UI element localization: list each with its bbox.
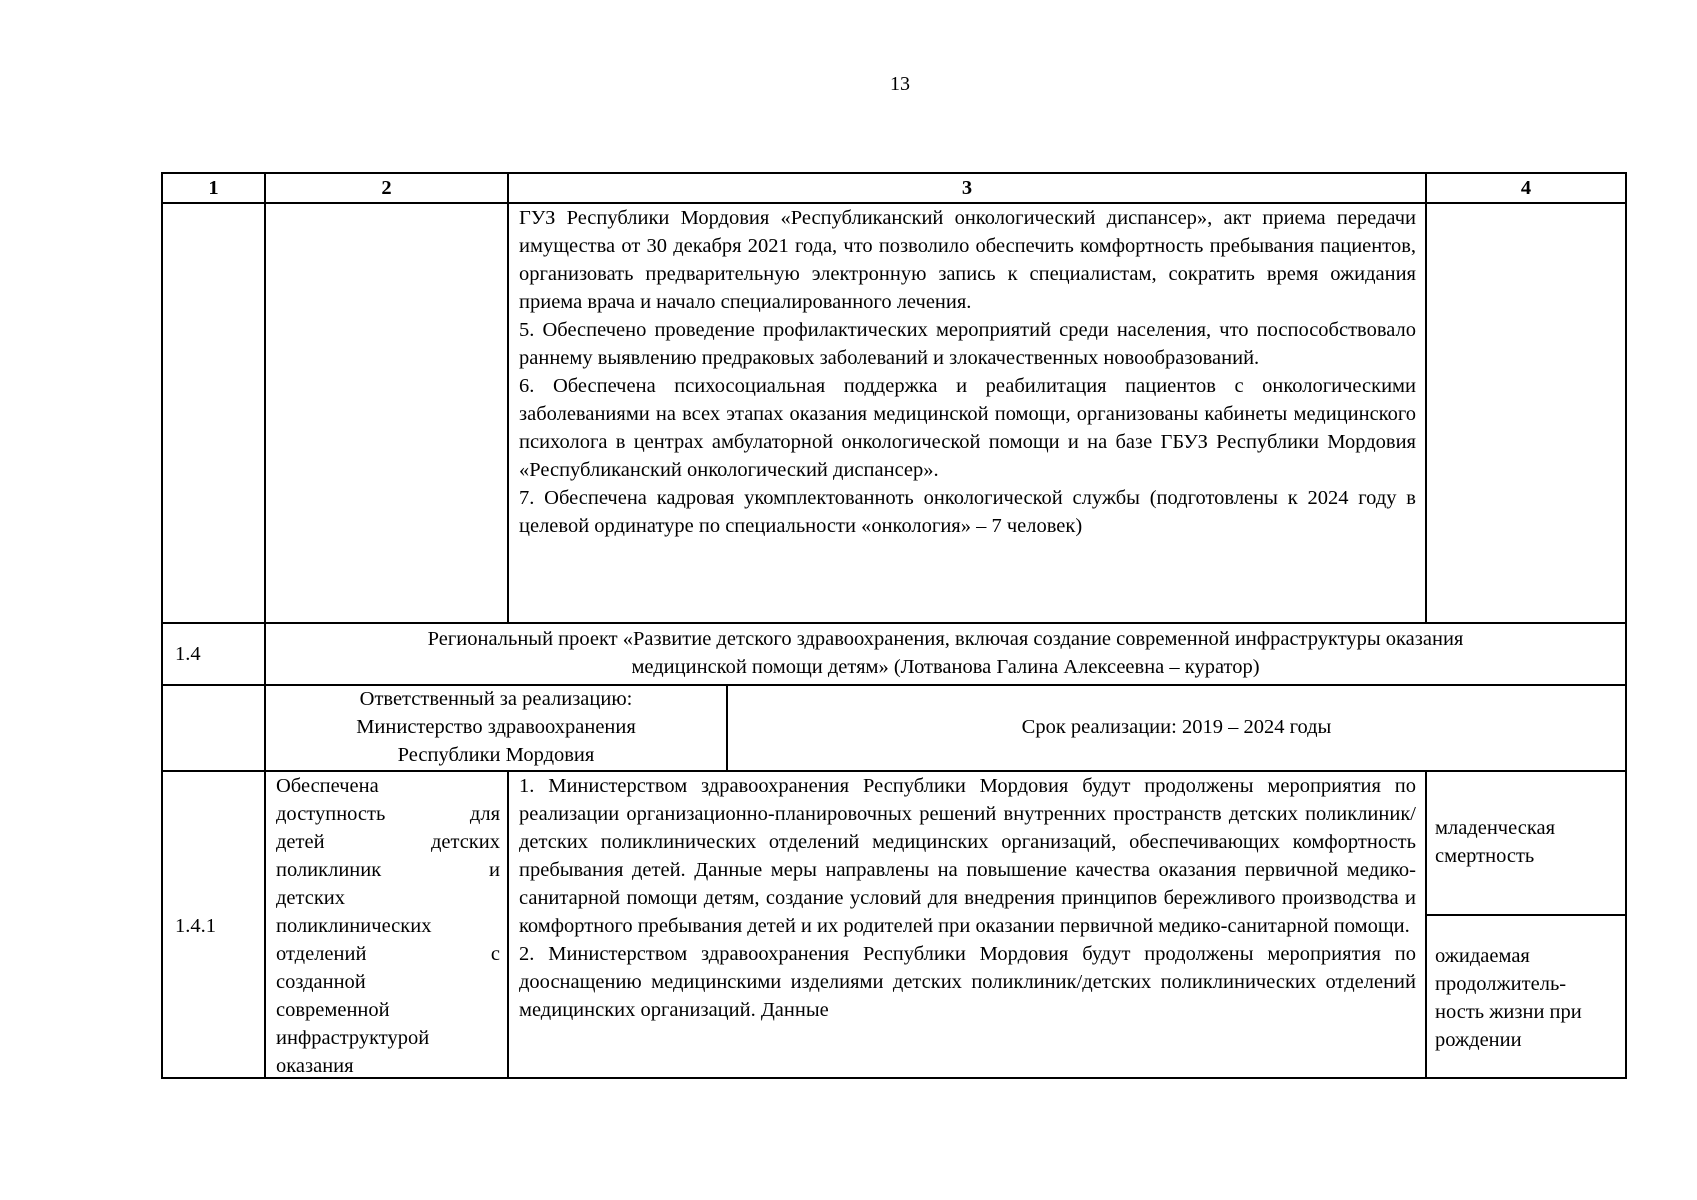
col2-right-line-bottom — [507, 770, 509, 1079]
goal-line: инфраструктурой — [276, 1027, 430, 1049]
indicator-infant-mortality — [1435, 814, 1621, 870]
col3-right-line-top — [1425, 174, 1427, 624]
goal-line: оказания — [276, 1055, 354, 1077]
measures-paragraph: 2. Министерством здравоохранения Республики Мордовия будут продолжены мероприятия по дооснащению медицинскими изделиями детских поликлиник/детских поликлинических отделений медицинских организаций. Данные — [519, 943, 1416, 1021]
indicator-line: ожидаемая — [1435, 945, 1530, 967]
responsible-line-3: Республики Мордовия — [397, 744, 595, 766]
goal-line — [276, 856, 500, 884]
row-1-3-bottom-line — [163, 622, 1625, 624]
goal-line — [276, 940, 500, 968]
goal-line — [276, 800, 500, 828]
table — [161, 172, 1627, 1079]
row-1-4-project-title — [266, 625, 1625, 681]
indicator-line: младенческая — [1435, 817, 1555, 839]
page-number: 13 — [890, 73, 910, 95]
col3-right-line-bottom — [1425, 770, 1427, 1079]
header-col-1: 1 — [208, 177, 219, 199]
goal-line: детских — [276, 887, 346, 909]
indicator-life-expectancy — [1435, 942, 1621, 1054]
header-col-4: 4 — [1520, 177, 1532, 199]
project-title-line-2: медицинской помощи детям» (Лотванова Галина Алексеевна – куратор) — [631, 656, 1260, 678]
responsible-line-1: Ответственный за реализацию: — [359, 688, 633, 710]
indicator-separator-line — [1425, 914, 1625, 916]
continuation-col3-text — [519, 204, 1416, 540]
continuation-paragraph: ГУЗ Республики Мордовия «Республиканский онкологический диспансер», акт приема передачи имущества от 30 декабря 2021 года, что позволило обеспечить комфортность пребывания пациентов, организовать предварительную электронную запись к специалистам, сократить время ожидания приема врача и начало специалированного лечения. — [519, 207, 1416, 313]
indicator-line: рождении — [1435, 1029, 1522, 1051]
continuation-paragraph: 7. Обеспечена кадровая укомплектованноть онкологической службы (подготовлены к 2024 году в целевой ординатуре по специальности «онкология» – 7 человек) — [519, 487, 1416, 537]
indicator-line: смертность — [1435, 845, 1535, 867]
implementation-period: Срок реализации: 2019 – 2024 годы — [1021, 716, 1332, 738]
row-1-4-1-number: 1.4.1 — [175, 915, 216, 937]
row-1-4-1-measures — [519, 772, 1416, 1024]
indicator-line: продолжитель- — [1435, 973, 1567, 995]
goal-word: доступность — [276, 803, 386, 825]
goal-line: современной — [276, 999, 390, 1021]
goal-line: поликлинических — [276, 915, 432, 937]
goal-word: детских — [430, 831, 500, 853]
row-1-4-number: 1.4 — [175, 643, 201, 665]
project-title-line-1: Региональный проект «Развитие детского здравоохранения, включая создание современной инфраструктуры оказания — [427, 628, 1464, 650]
responsible-line-2: Министерство здравоохранения — [356, 716, 636, 738]
goal-word: отделений — [276, 943, 367, 965]
col2-right-line-top — [507, 174, 509, 624]
responsible-cell — [266, 685, 726, 769]
goal-line: созданной — [276, 971, 366, 993]
header-col-3: 3 — [961, 177, 973, 199]
goal-word: с — [490, 943, 500, 965]
header-col-2: 2 — [381, 177, 392, 199]
continuation-paragraph: 5. Обеспечено проведение профилактических мероприятий среди населения, что поспособствовало раннему выявлению предраковых заболеваний и злокачественных новообразований. — [519, 319, 1416, 369]
indicator-line: ность жизни при — [1435, 1001, 1582, 1023]
goal-line — [276, 828, 500, 856]
measures-paragraph: 1. Министерством здравоохранения Республики Мордовия будут продолжены мероприятия по реализации организационно-планировочных решений внутренних пространств детских поликлиник/детских поликлинических отделений медицинских организаций, обеспечивающих комфортность пребывания детей. Данные меры направлены на повышение качества оказания первичной медико-санитарной помощи детям, создание условий для внедрения принципов бережливого производства и комфортного пребывания детей и их родителей при оказании первичной медико-санитарной помощи. — [519, 775, 1416, 937]
goal-line: Обеспечена — [276, 775, 379, 797]
goal-word: поликлиник — [276, 859, 382, 881]
goal-word: детей — [276, 831, 325, 853]
goal-word: и — [489, 859, 500, 881]
row-1-4-1-goal — [276, 772, 500, 1080]
continuation-paragraph: 6. Обеспечена психосоциальная поддержка и реабилитация пациентов с онкологическими заболеваниями на всех этапах оказания медицинской помощи, организованы кабинеты медицинского психолога в центрах амбулаторной онкологической помощи и на базе ГБУЗ Республики Мордовия «Республиканский онкологический диспансер». — [519, 375, 1416, 481]
goal-word: для — [469, 803, 500, 825]
